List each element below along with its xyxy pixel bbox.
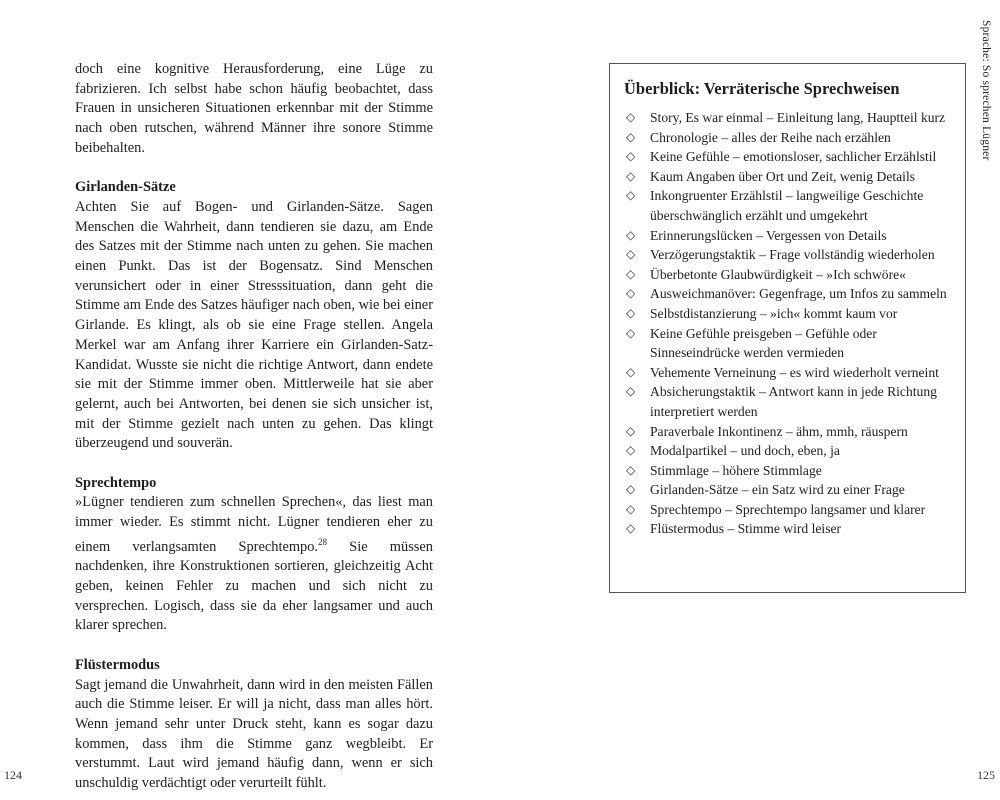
overview-list-item	[624, 265, 951, 285]
overview-list-item	[624, 500, 951, 520]
overview-list-item-text: Chronologie – alles der Reihe nach erzählen	[650, 129, 891, 145]
diamond-bullet-icon: ◇	[626, 501, 636, 516]
overview-list-item	[624, 108, 951, 128]
overview-list-item	[624, 382, 951, 421]
overview-list-item-text: Vehemente Verneinung – es wird wiederholt verneint	[650, 364, 939, 380]
overview-list-item-text: Selbstdistanzierung – »ich« kommt kaum vor	[650, 305, 898, 321]
overview-list-item	[624, 245, 951, 265]
overview-list-item-text: Paraverbale Inkontinenz – ähm, mmh, räuspern	[650, 423, 908, 439]
diamond-bullet-icon: ◇	[626, 482, 636, 497]
overview-list-item	[624, 363, 951, 383]
diamond-bullet-icon: ◇	[626, 384, 636, 399]
section-sprechtempo	[75, 474, 433, 636]
overview-box	[609, 63, 966, 593]
page-number-left: 124	[4, 768, 22, 782]
overview-list-item	[624, 519, 951, 539]
overview-list-item	[624, 167, 951, 187]
diamond-bullet-icon: ◇	[626, 247, 636, 262]
diamond-bullet-icon: ◇	[626, 462, 636, 477]
diamond-bullet-icon: ◇	[626, 521, 636, 536]
section-girlanden-saetze	[75, 178, 433, 454]
overview-list-item-text: Erinnerungslücken – Vergessen von Details	[650, 227, 887, 243]
overview-list-item	[624, 128, 951, 148]
overview-list-item-text: Keine Gefühle preisgeben – Gefühle oder Sinneseindrücke werden vermieden	[650, 325, 877, 361]
intro-paragraph: doch eine kognitive Herausforderung, eine Lüge zu fabrizieren. Ich selbst habe schon häufig beobachtet, dass Frauen in unsicheren Situationen erkennbar mit der Stimme nach oben rutschen, während Männer ihre sonore Stimme beibehalten.	[75, 61, 433, 156]
overview-box-title: Überblick: Verräterische Sprechweisen	[624, 79, 900, 98]
overview-list-item	[624, 147, 951, 167]
overview-list-item-text: Girlanden-Sätze – ein Satz wird zu einer Frage	[650, 482, 905, 498]
overview-list-item	[624, 186, 951, 225]
overview-list-item	[624, 480, 951, 500]
running-head: Sprache: So sprechen Lügner	[980, 20, 992, 161]
section-heading: Flüstermodus	[75, 656, 160, 673]
diamond-bullet-icon: ◇	[626, 286, 636, 301]
overview-list-item	[624, 226, 951, 246]
diamond-bullet-icon: ◇	[626, 110, 636, 124]
overview-list-item	[624, 304, 951, 324]
overview-list-item-text: Sprechtempo – Sprechtempo langsamer und klarer	[650, 501, 926, 517]
diamond-bullet-icon: ◇	[626, 168, 636, 183]
page-number-right: 125	[977, 768, 995, 782]
diamond-bullet-icon: ◇	[626, 266, 636, 281]
diamond-bullet-icon: ◇	[626, 305, 636, 320]
overview-list-item-text: Inkongruenter Erzählstil – langweilige Geschichte überschwänglich erzählt und umgekehrt	[650, 188, 924, 223]
overview-list-item-text: Flüstermodus – Stimme wird leiser	[650, 521, 842, 537]
overview-list-item-text: Verzögerungstaktik – Frage vollständig wiederholen	[650, 247, 935, 263]
overview-list-item-text: Absicherungstaktik – Antwort kann in jede Richtung interpretiert werden	[650, 384, 937, 419]
overview-list-item-text: Modalpartikel – und doch, eben, ja	[650, 443, 840, 459]
section-text-part: Sie müssen nachdenken, ihre Konstruktionen sortieren, gleichzeitig Acht geben, keinen Fehler zu machen und sich nicht zu versprechen. Logisch, dass sie da eher langsamer und auch klarer sprechen.	[75, 538, 433, 634]
overview-list-item-text: Keine Gefühle – emotionsloser, sachlicher Erzählstil	[650, 149, 937, 165]
overview-list-item-text: Story, Es war einmal – Einleitung lang, Hauptteil kurz	[650, 110, 946, 125]
overview-list-item	[624, 461, 951, 481]
section-heading: Sprechtempo	[75, 474, 157, 491]
footnote-marker[interactable]: 28	[318, 536, 328, 547]
overview-list-item	[624, 324, 951, 363]
overview-list-item-text: Ausweichmanöver: Gegenfrage, um Infos zu sammeln	[650, 286, 947, 302]
diamond-bullet-icon: ◇	[626, 423, 636, 438]
diamond-bullet-icon: ◇	[626, 364, 636, 379]
overview-list-item-text: Kaum Angaben über Ort und Zeit, wenig Details	[650, 168, 916, 184]
overview-list-item	[624, 284, 951, 304]
overview-list	[624, 108, 951, 539]
diamond-bullet-icon: ◇	[626, 188, 636, 203]
diamond-bullet-icon: ◇	[626, 129, 636, 144]
diamond-bullet-icon: ◇	[626, 149, 636, 164]
diamond-bullet-icon: ◇	[626, 227, 636, 242]
section-text: Achten Sie auf Bogen- und Girlanden-Sätze. Sagen Menschen die Wahrheit, dann tendieren sie dazu, am Ende des Satzes mit der Stimme nach unten zu gehen. Sie machen einen Punkt. Das ist der Bogensatz. Sind Menschen verunsichert oder in einer Stresssituation, dann geht die Stimme am Ende des Satzes häufiger nach oben, wie bei einer Girlande. Es klingt, als ob sie eine Frage stellen. Angela Merkel war am Anfang ihrer Karriere ein Girlanden-Satz-Kandidat. Wusste sie nicht die richtige Antwort, dann endete sie mit der Stimme immer oben. Mittlerweile hat sie aber gelernt, auch bei Antworten, bei denen sie sich unsicher ist, mit der Stimme gezielt nach unten zu gehen. Das klingt überzeugend und souverän.	[75, 198, 433, 452]
section-text: Sagt jemand die Unwahrheit, dann wird in den meisten Fällen auch die Stimme leiser. Er will ja nicht, dass man alles hört. Wenn jemand sehr unter Druck steht, kann es sogar dazu kommen, dass ihm die Stimme ganz wegbleibt. Er verstummt. Laut wird jemand häufig dann, wenn er sich unschuldig verdächtigt oder verurteilt fühlt.	[75, 676, 433, 792]
overview-list-item	[624, 422, 951, 442]
overview-list-item-text: Stimmlage – höhere Stimmlage	[650, 462, 822, 478]
section-text	[75, 493, 433, 636]
section-fluestermodus	[75, 656, 433, 794]
diamond-bullet-icon: ◇	[626, 443, 636, 458]
overview-list-item	[624, 441, 951, 461]
diamond-bullet-icon: ◇	[626, 325, 636, 340]
section-heading: Girlanden-Sätze	[75, 179, 176, 196]
section-text-part: »Lügner tendieren zum schnellen Sprechen«, das liest man immer wieder. Es stimmt nicht. Lügner tendieren eher zu einem verlangsamten Sprechtempo.	[75, 494, 433, 555]
overview-list-item-text: Überbetonte Glaubwürdigkeit – »Ich schwöre«	[650, 266, 906, 282]
left-page	[75, 60, 433, 794]
